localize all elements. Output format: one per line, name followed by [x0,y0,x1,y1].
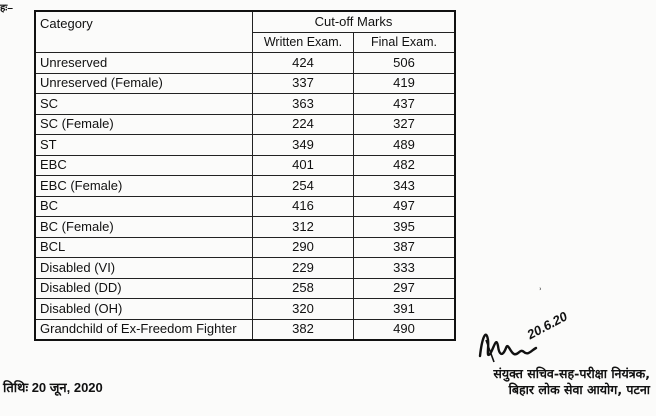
final-exam-cell: 395 [354,217,456,238]
table-row [35,299,455,320]
signature-date: 20.6.20 [524,308,570,343]
final-exam-cell: 490 [354,319,456,340]
table-row [35,135,455,156]
category-cell: SC (Female) [35,114,253,135]
final-exam-cell: 506 [354,53,456,74]
written-exam-cell: 416 [253,196,354,217]
category-cell: Disabled (VI) [35,258,253,279]
written-exam-cell: 401 [253,155,354,176]
written-exam-cell: 320 [253,299,354,320]
category-cell: Disabled (OH) [35,299,253,320]
table-row [35,73,455,94]
category-cell: EBC [35,155,253,176]
table-row [35,217,455,238]
table-row [35,114,455,135]
issue-date: तिथिः 20 जून, 2020 [3,380,103,395]
written-exam-cell: 349 [253,135,354,156]
final-exam-cell: 437 [354,94,456,115]
table-row [35,53,455,74]
category-cell: SC [35,94,253,115]
final-exam-cell: 489 [354,135,456,156]
final-exam-cell: 297 [354,278,456,299]
written-exam-cell: 229 [253,258,354,279]
written-exam-cell: 254 [253,176,354,197]
final-exam-cell: 497 [354,196,456,217]
table-row [35,196,455,217]
final-exam-cell: 391 [354,299,456,320]
written-exam-cell: 337 [253,73,354,94]
written-exam-cell: 424 [253,53,354,74]
designation-line-2: बिहार लोक सेवा आयोग, पटना [508,382,650,397]
designation-line-1: संयुक्त सचिव-सह-परीक्षा नियंत्रक, [493,366,650,381]
cutoff-table-container [34,10,456,341]
header-written-exam: Written Exam. [253,32,354,53]
written-exam-cell: 290 [253,237,354,258]
corner-mark: हः– [0,3,13,14]
category-cell: BCL [35,237,253,258]
designation-block [493,366,650,398]
category-cell: BC [35,196,253,217]
table-row [35,176,455,197]
smudge-mark: ʾ [538,285,543,301]
final-exam-cell: 333 [354,258,456,279]
table-row [35,94,455,115]
cutoff-table-body [35,53,455,341]
final-exam-cell: 482 [354,155,456,176]
written-exam-cell: 363 [253,94,354,115]
table-row [35,258,455,279]
category-cell: Disabled (DD) [35,278,253,299]
final-exam-cell: 419 [354,73,456,94]
category-cell: EBC (Female) [35,176,253,197]
final-exam-cell: 387 [354,237,456,258]
header-cutoff-marks: Cut-off Marks [253,11,456,32]
written-exam-cell: 312 [253,217,354,238]
final-exam-cell: 343 [354,176,456,197]
written-exam-cell: 258 [253,278,354,299]
written-exam-cell: 382 [253,319,354,340]
table-row [35,319,455,340]
table-row [35,237,455,258]
table-row [35,278,455,299]
category-cell: Unreserved [35,53,253,74]
category-cell: ST [35,135,253,156]
header-category: Category [35,11,253,53]
written-exam-cell: 224 [253,114,354,135]
final-exam-cell: 327 [354,114,456,135]
header-final-exam: Final Exam. [354,32,456,53]
table-row [35,155,455,176]
category-cell: Unreserved (Female) [35,73,253,94]
category-cell: Grandchild of Ex-Freedom Fighter [35,319,253,340]
cutoff-table [34,10,456,341]
category-cell: BC (Female) [35,217,253,238]
